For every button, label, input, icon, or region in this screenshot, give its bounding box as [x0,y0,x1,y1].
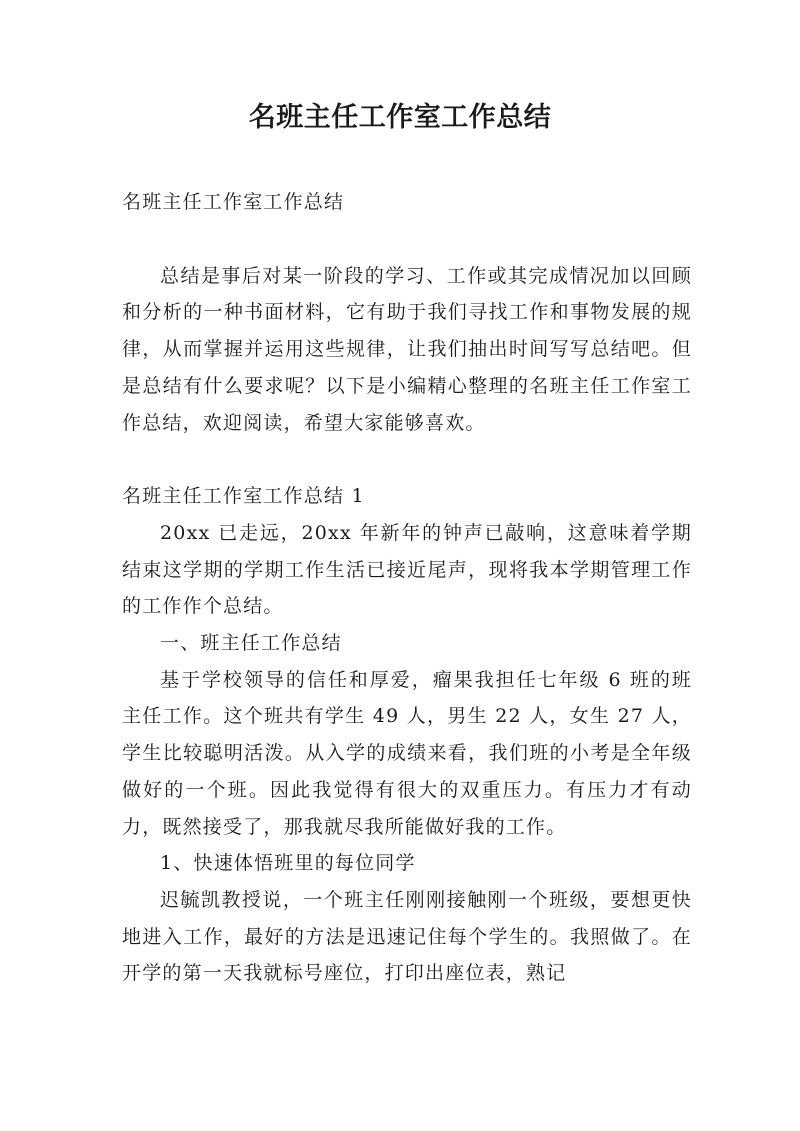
document-title: 名班主任工作室工作总结 [248,102,552,133]
subtitle-line: 名班主任工作室工作总结 [122,191,345,213]
subheading: 1、快速体悟班里的每位同学 [160,852,416,875]
intro-paragraph: 总结是事后对某一阶段的学习、工作或其完成情况加以回顾和分析的一种书面材料，它有助于我们寻找工作和事物发展的规律，从而掌握并运用这些规律，让我们抽出时间写写总结吧。但是总结有什么要求呢？以下是小编精心整理的名班主任工作室工作总结，欢迎阅读，希望大家能够喜欢。 [122,264,692,434]
body-paragraph: 基于学校领导的信任和厚爱，瘤果我担任七年级 6 班的班主任工作。这个班共有学生 49 人，男生 22 人，女生 27 人，学生比较聪明活泼。从入学的成绩来看，我们班的小考是全年级做好的一个班。因此我觉得有很大的双重压力。有压力才有动力，既然接受了，那我就尽我所能做好我的工作。 [122,668,692,838]
section-heading: 名班主任工作室工作总结 1 [122,485,365,508]
document-body [122,184,692,992]
body-paragraph: 迟毓凯教授说，一个班主任刚刚接触刚一个班级，要想更快地进入工作，最好的方法是迅速记住每个学生的。我照做了。在开学的第一天我就标号座位，打印出座位表，熟记 [122,888,692,985]
subheading: 一、班主任工作总结 [160,632,342,655]
body-paragraph: 20xx 已走远，20xx 年新年的钟声已敲响，这意味着学期结束这学期的学期工作生活已接近尾声，现将我本学期管理工作的工作作个总结。 [122,521,692,618]
